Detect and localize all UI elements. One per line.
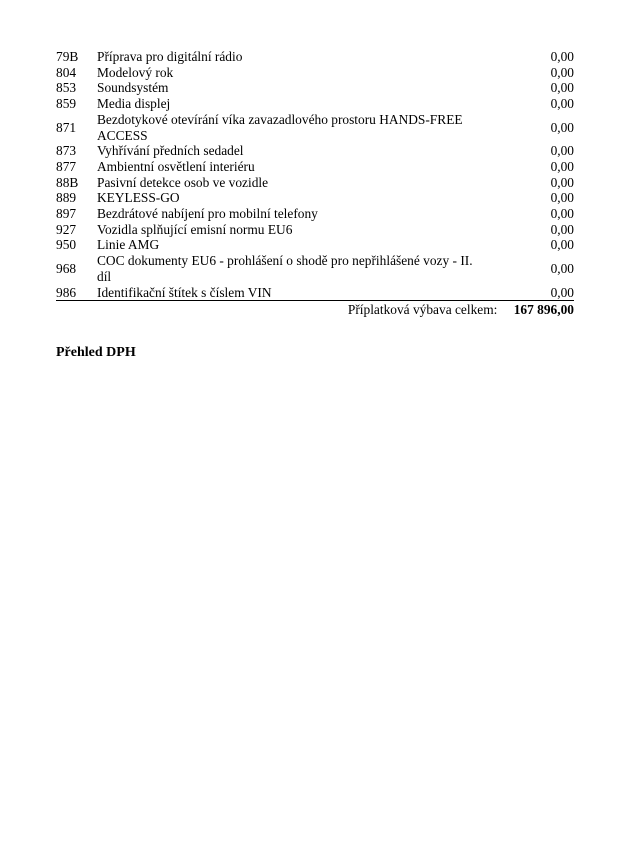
option-description: Identifikační štítek s číslem VIN	[97, 285, 496, 301]
table-row	[56, 253, 574, 284]
table-row	[56, 49, 574, 65]
table-row	[56, 190, 574, 206]
option-code: 927	[56, 221, 77, 237]
option-description: Bezdrátové nabíjení pro mobilní telefony	[97, 206, 318, 222]
option-description: Pasivní detekce osob ve vozidle	[97, 174, 269, 190]
table-row	[56, 285, 574, 301]
option-code: 897	[56, 206, 77, 222]
option-code: 950	[56, 237, 77, 253]
option-price: 0,00	[550, 96, 574, 112]
option-description: Linie AMG	[97, 237, 160, 253]
option-code: 79B	[56, 49, 79, 64]
option-price: 0,00	[550, 64, 574, 80]
option-price: 0,00	[550, 221, 574, 237]
option-code: 968	[56, 260, 77, 276]
option-price: 0,00	[550, 119, 574, 135]
table-row	[56, 159, 574, 175]
option-description: Ambientní osvětlení interiéru	[97, 158, 255, 174]
option-description: Vyhřívání předních sedadel	[97, 143, 244, 159]
table-row	[56, 175, 574, 191]
option-description: Vozidla splňující emisní normu EU6	[97, 221, 293, 237]
table-row	[56, 237, 574, 253]
table-row	[56, 206, 574, 222]
section-heading-vat: Přehled DPH	[56, 345, 136, 361]
option-price: 0,00	[550, 143, 574, 159]
option-price: 0,00	[550, 206, 574, 222]
option-code: 88B	[56, 174, 79, 190]
option-price: 0,00	[550, 80, 574, 96]
document-page	[56, 49, 574, 361]
option-description: COC dokumenty EU6 - prohlášení o shodě pro nepřihlášené vozy - II. díl	[97, 253, 473, 284]
option-code: 871	[56, 119, 77, 135]
option-price: 0,00	[496, 285, 574, 301]
table-row	[56, 222, 574, 238]
option-code: 986	[56, 285, 97, 301]
option-price: 0,00	[550, 260, 574, 276]
option-code: 877	[56, 158, 77, 174]
option-price: 0,00	[550, 49, 574, 64]
option-code: 859	[56, 96, 77, 112]
option-description: Příprava pro digitální rádio	[97, 49, 243, 64]
option-description: KEYLESS-GO	[97, 190, 180, 206]
option-price: 0,00	[550, 237, 574, 253]
equipment-table	[56, 49, 574, 301]
option-description: Media displej	[97, 96, 171, 112]
table-row	[56, 96, 574, 112]
equipment-total	[56, 302, 574, 318]
option-description: Bezdotykové otevírání víka zavazadlového prostoru HANDS-FREE ACCESS	[97, 111, 463, 143]
table-row	[56, 65, 574, 81]
total-value: 167 896,00	[513, 302, 574, 318]
option-code: 804	[56, 64, 77, 80]
table-row	[56, 143, 574, 159]
option-code: 889	[56, 190, 77, 206]
option-description: Soundsystém	[97, 80, 169, 96]
total-label: Příplatková výbava celkem:	[347, 302, 498, 318]
table-row	[56, 80, 574, 96]
option-code: 853	[56, 80, 77, 96]
option-description: Modelový rok	[97, 64, 174, 80]
option-price: 0,00	[550, 158, 574, 174]
table-row	[56, 112, 574, 143]
option-price: 0,00	[550, 190, 574, 206]
option-price: 0,00	[550, 174, 574, 190]
option-code: 873	[56, 143, 77, 159]
